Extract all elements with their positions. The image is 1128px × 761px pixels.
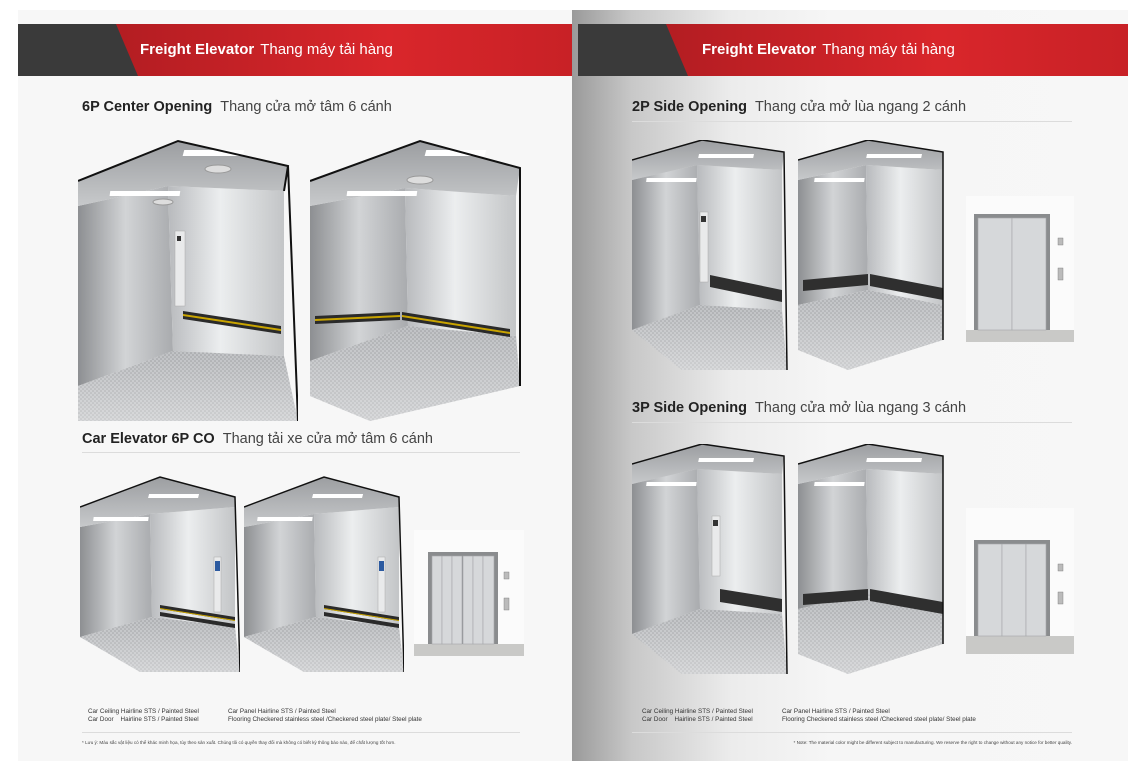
page-banner	[18, 24, 572, 76]
section-divider	[632, 121, 1072, 122]
footer-divider	[632, 732, 1072, 733]
spec-panel: Car Panel Hairline STS / Painted Steel	[782, 708, 890, 715]
banner-title	[702, 24, 955, 76]
section-title-sub: Thang cửa mở tâm 6 cánh	[220, 99, 392, 115]
section-title-main: 3P Side Opening	[632, 400, 747, 416]
section-title-car-elevator	[82, 431, 433, 447]
section-title-sub: Thang cửa mở lùa ngang 3 cánh	[754, 400, 967, 416]
elevator-door-image	[966, 508, 1074, 654]
banner-title	[140, 24, 393, 76]
spec-door: Car Door Hairline STS / Painted Steel	[642, 716, 753, 723]
banner-title-bold: Freight Elevator	[702, 41, 817, 58]
elevator-door-image	[414, 530, 524, 656]
spec-notes	[642, 708, 976, 724]
section-title-sub: Thang tải xe cửa mở tâm 6 cánh	[222, 431, 433, 447]
spec-panel: Car Panel Hairline STS / Painted Steel	[228, 708, 336, 715]
elevator-car-image	[632, 444, 792, 674]
section-title-main: Car Elevator 6P CO	[82, 431, 215, 447]
banner-title-bold: Freight Elevator	[140, 41, 255, 58]
elevator-car-image	[798, 140, 948, 370]
page-banner	[572, 24, 1128, 76]
elevator-car-image	[632, 140, 792, 370]
banner-title-vn: Thang máy tải hàng	[822, 41, 955, 58]
elevator-door-image	[966, 196, 1074, 342]
left-page	[18, 10, 572, 761]
footnote: * Note: The material color might be different subject to manufacturing. We reserve the right to change without any notice for better quality.	[793, 740, 1072, 745]
section-title-main: 2P Side Opening	[632, 99, 747, 115]
spec-notes	[88, 708, 422, 724]
banner-title-vn: Thang máy tải hàng	[260, 41, 393, 58]
spec-ceiling: Car Ceiling Hairline STS / Painted Steel	[88, 708, 199, 715]
elevator-car-image	[310, 136, 542, 421]
elevator-car-image	[798, 444, 948, 674]
spec-flooring: Flooring Checkered stainless steel /Checkered steel plate/ Steel plate	[782, 716, 976, 723]
footer-divider	[82, 732, 520, 733]
section-title-6p-center	[82, 99, 392, 115]
footnote: * Lưu ý: Màu sắc vật liệu có thể khác minh họa, tùy theo sản xuất. Chúng tôi có quyền thay đổi mà không có biết kỳ thông báo nào, để chất lượng tốt hơn.	[82, 740, 396, 745]
section-divider	[632, 422, 1072, 423]
elevator-car-image	[244, 472, 404, 672]
spec-flooring: Flooring Checkered stainless steel /Checkered steel plate/ Steel plate	[228, 716, 422, 723]
spec-door: Car Door Hairline STS / Painted Steel	[88, 716, 199, 723]
right-page	[572, 10, 1128, 761]
section-title-2p-side	[632, 99, 966, 115]
section-divider	[82, 452, 520, 453]
section-title-3p-side	[632, 400, 966, 416]
section-title-sub: Thang cửa mở lùa ngang 2 cánh	[754, 99, 967, 115]
elevator-car-image	[78, 136, 298, 421]
section-title-main: 6P Center Opening	[82, 99, 213, 115]
elevator-car-image	[80, 472, 240, 672]
spec-ceiling: Car Ceiling Hairline STS / Painted Steel	[642, 708, 753, 715]
